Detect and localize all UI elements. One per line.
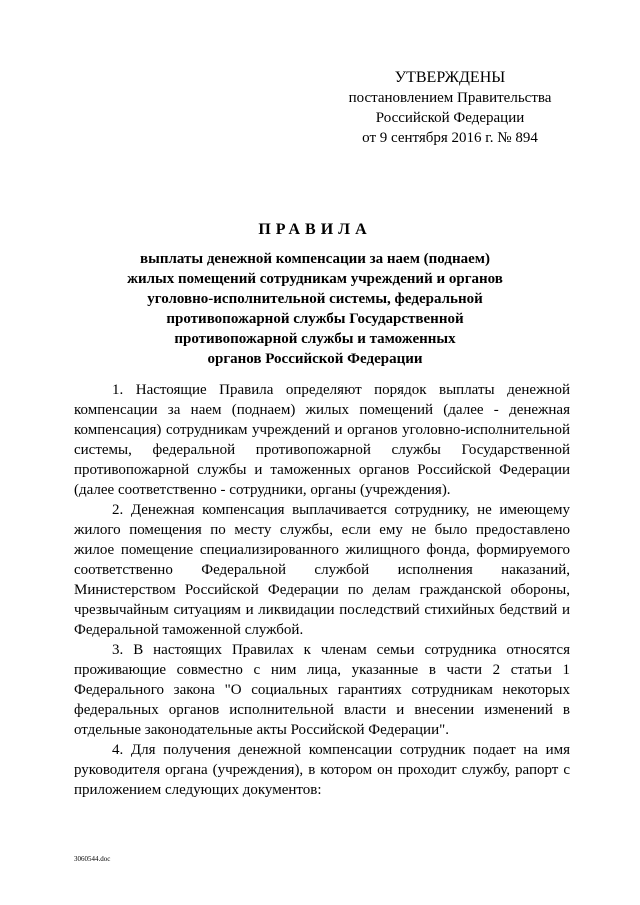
document-body [74,380,570,800]
approval-line-1: постановлением Правительства [348,90,552,106]
paragraph-4: 4. Для получения денежной компенсации сотрудник подает на имя руководителя органа (учреждения), в котором он проходит службу, рапорт с приложением следующих документов: [74,742,570,798]
subtitle-line: жилых помещений сотрудникам учреждений и органов [127,271,503,287]
subtitle-line: противопожарной службы и таможенных [174,331,456,347]
subtitle-line: органов Российской Федерации [207,351,423,367]
subtitle-line: уголовно-исполнительной системы, федеральной [147,291,483,307]
subtitle-line: выплаты денежной компенсации за наем (поднаем) [140,251,490,267]
approval-title: УТВЕРЖДЕНЫ [394,69,506,86]
approval-line-3: от 9 сентября 2016 г. № 894 [362,130,538,146]
paragraph-2: 2. Денежная компенсация выплачивается сотруднику, не имеющему жилого помещения по месту службы, если ему не было предоставлено жилое помещение специализированного жилищного фонда, формируемого соответственно Федеральной службой исполнения наказаний, Министерством Российской Федерации по делам гражданской обороны, чрезвычайным ситуациям и ликвидации последствий стихийных бедствий и Федеральной таможенной службой. [74,502,570,638]
approval-stamp [340,68,560,148]
document-heading [100,220,530,369]
subtitle-line: противопожарной службы Государственной [166,311,464,327]
paragraph-3: 3. В настоящих Правилах к членам семьи сотрудника относятся проживающие совместно с ним лица, указанные в части 2 статьи 1 Федерального закона "О социальных гарантиях сотрудникам некоторых федеральных органов исполнительной власти и внесении изменений в отдельные законодательные акты Российской Федерации". [74,642,570,738]
approval-line-2: Российской Федерации [375,110,525,126]
paragraph-1: 1. Настоящие Правила определяют порядок выплаты денежной компенсации за наем (поднаем) жилых помещений (далее - денежная компенсация) сотрудникам учреждений и органов уголовно-исполнительной системы, федеральной противопожарной службы Государственной противопожарной службы и таможенных органов Российской Федерации (далее соответственно - сотрудники, органы (учреждения). [74,382,570,498]
file-code: 3060544.doc [74,855,111,863]
document-title: ПРАВИЛА [258,221,372,238]
